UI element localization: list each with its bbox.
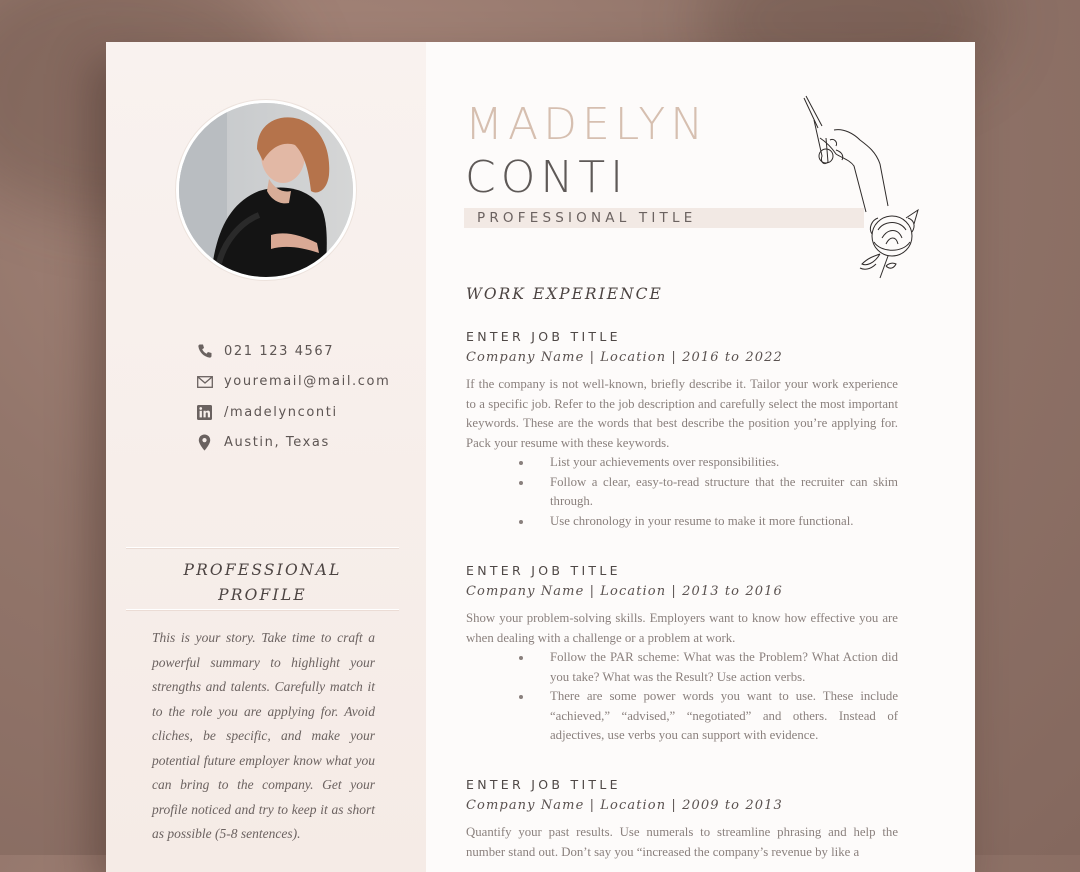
email-text[interactable]: youremail@mail.com <box>224 374 391 390</box>
job-bullets <box>466 648 898 746</box>
job-meta: Company Name | Location | 2009 to 2013 <box>466 798 783 813</box>
job-title: ENTER JOB TITLE <box>466 563 621 578</box>
list-item: List your achievements over responsibilities. <box>550 453 898 473</box>
job-title: ENTER JOB TITLE <box>466 329 621 344</box>
job-description: Show your problem-solving skills. Employers want to know how effective you are when dealing with a challenge or a problem at work. <box>466 611 898 645</box>
location-text: Austin, Texas <box>224 435 330 451</box>
job-description: Quantify your past results. Use numerals to streamline phrasing and help the number stand out. Don’t say you “increased the company’s revenue by like a <box>466 825 898 859</box>
hand-scissors-flower-illustration <box>796 94 926 284</box>
contact-list <box>196 336 390 458</box>
list-item: There are some power words you want to use. These include “achieved,” “advised,” “negotiated” and others. Instead of adjectives, use verbs you can support with evidence. <box>550 687 898 746</box>
job-entry <box>466 328 898 531</box>
profile-photo <box>176 100 356 280</box>
contact-linkedin <box>196 397 390 428</box>
resume-page <box>106 42 975 872</box>
last-name: CONTI <box>465 152 629 203</box>
phone-icon <box>196 343 213 360</box>
job-meta: Company Name | Location | 2013 to 2016 <box>466 584 783 599</box>
job-entry <box>466 776 898 862</box>
list-item: Follow the PAR scheme: What was the Problem? What Action did you take? What was the Result? Use action verbs. <box>550 648 898 687</box>
linkedin-text[interactable]: /madelynconti <box>224 404 338 420</box>
job-meta: Company Name | Location | 2016 to 2022 <box>466 350 783 365</box>
profile-heading <box>126 558 399 608</box>
contact-email <box>196 367 390 398</box>
contact-location <box>196 428 390 459</box>
job-entry <box>466 562 898 746</box>
sidebar <box>106 42 426 872</box>
linkedin-icon <box>196 404 213 421</box>
envelope-icon <box>196 373 213 390</box>
job-bullets <box>466 453 898 531</box>
profile-heading-line2: PROFILE <box>218 586 307 604</box>
list-item: Use chronology in your resume to make it more functional. <box>550 512 898 532</box>
first-name: MADELYN <box>465 99 709 150</box>
profile-summary: This is your story. Take time to craft a powerful summary to highlight your strengths and talents. Carefully match it to the role you are applying for. Avoid cliches, be specific, and make your potential future employer know what you can bring to the company. Get your profile noticed and try to keep it as short as possible (5-8 sentences). <box>152 630 375 841</box>
contact-phone <box>196 336 390 367</box>
divider <box>126 547 399 548</box>
professional-title: PROFESSIONAL TITLE <box>477 210 697 226</box>
map-pin-icon <box>196 434 213 451</box>
work-experience-heading: WORK EXPERIENCE <box>466 285 663 303</box>
job-description: If the company is not well-known, briefly describe it. Tailor your work experience to a specific job. Refer to the job description and carefully select the most important keywords. These are the words that best describe the position you’re applying for. Pack your resume with these keywords. <box>466 377 898 450</box>
job-title: ENTER JOB TITLE <box>466 777 621 792</box>
profile-heading-line1: PROFESSIONAL <box>183 561 342 579</box>
divider <box>126 609 399 610</box>
list-item: Follow a clear, easy-to-read structure that the recruiter can skim through. <box>550 473 898 512</box>
phone-text: 021 123 4567 <box>224 343 335 359</box>
